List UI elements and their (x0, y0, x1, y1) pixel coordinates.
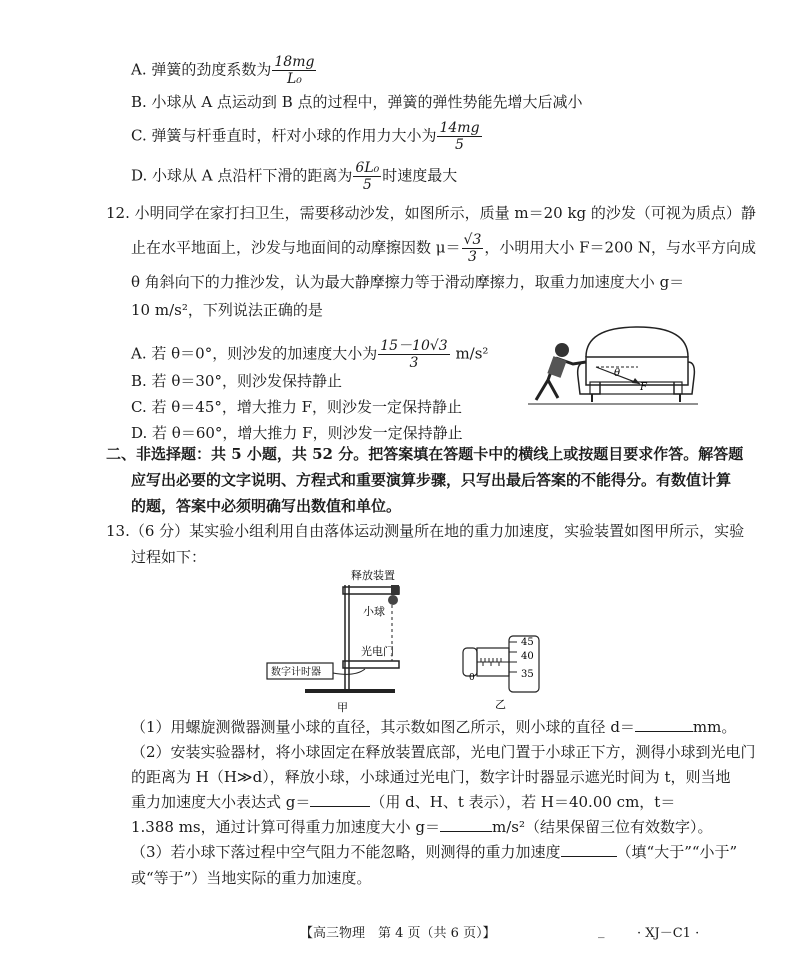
answer-blank-g-expression[interactable] (310, 792, 370, 807)
footer-code: · XJ－C1 · (637, 926, 700, 941)
section2-line1: 二、非选择题：共 5 小题，共 52 分。把答案填在答题卡中的横线上或按题目要求作答。解答题 (106, 445, 744, 463)
q13-part2-line2: 的距离为 H（H≫d），释放小球，小球通过光电门，数字计时器显示遮光时间为 t，则当地 (131, 768, 731, 786)
q13-part2-line1: （2）安装实验器材，将小球固定在释放装置底部，光电门置于小球正下方，测得小球到光电门 (131, 743, 756, 761)
q12-stem-line4: 10 m/s²，下列说法正确的是 (131, 301, 323, 319)
q12-stem-line3: θ 角斜向下的力推沙发，认为最大静摩擦力等于滑动摩擦力，取重力加速度大小 g＝ (131, 273, 685, 291)
q11-option-b: B. 小球从 A 点运动到 B 点的过程中，弹簧的弹性势能先增大后减小 (131, 93, 583, 111)
answer-blank-d[interactable] (635, 717, 693, 732)
footer-dash: _ (598, 924, 605, 939)
scale-0: 0 (469, 673, 475, 683)
q12-option-b: B. 若 θ＝30°，则沙发保持静止 (131, 372, 342, 390)
figure-jia-apparatus (265, 565, 425, 715)
timer-label: 数字计时器 (271, 667, 321, 678)
ball-label: 小球 (363, 605, 385, 618)
q13-part2-line4: 1.388 ms，通过计算可得重力加速度大小 g＝ m/s²（结果保留三位有效数字）。 (131, 818, 713, 836)
q13-stem-line2: 过程如下： (131, 548, 207, 566)
sofa-push-figure (528, 322, 698, 410)
release-device-label: 释放装置 (351, 569, 395, 582)
section2-line3: 的题，答案中必须明确写出数值和单位。 (131, 497, 402, 515)
answer-blank-g-value[interactable] (440, 817, 492, 832)
jia-caption: 甲 (337, 701, 348, 714)
q12-stem-line2: 止在水平地面上，沙发与地面间的动摩擦因数 μ＝ $\frac{√3}{3}$ ，小明用大小 F＝200 N，与水平方向成 (131, 232, 757, 265)
scale-35: 35 (521, 669, 534, 680)
q11-option-c: C. 弹簧与杆垂直时，杆对小球的作用力大小为 $\frac{14mg}{5}$ (131, 120, 480, 153)
q13-part2-line3: 重力加速度大小表达式 g＝ （用 d、H、t 表示），若 H＝40.00 cm，t＝ (131, 793, 676, 811)
q13-part1: （1）用螺旋测微器测量小球的直径，其示数如图乙所示，则小球的直径 d＝ mm。 (131, 718, 737, 736)
figure-yi-micrometer (455, 630, 555, 710)
q11-option-a: A. 弹簧的劲度系数为 $\frac{18mg}{\text{L₀}}$ (131, 54, 315, 87)
theta-label: θ (614, 368, 621, 379)
section2-line2: 应写出必要的文字说明、方程式和重要演算步骤，只写出最后答案的不能得分。有数值计算 (131, 471, 732, 489)
q13-part3-line2: 或“等于”）当地实际的重力加速度。 (131, 869, 372, 887)
scale-45: 45 (521, 637, 534, 648)
q12-option-c: C. 若 θ＝45°，增大推力 F，则沙发一定保持静止 (131, 398, 463, 416)
yi-caption: 乙 (495, 698, 506, 710)
q13-part3-line1: （3）若小球下落过程中空气阻力不能忽略，则测得的重力加速度 （填“大于”“小于” (131, 843, 738, 861)
q12-option-a: A. 若 θ＝0°，则沙发的加速度大小为 $\frac{15-10√3}{3}$ m/s² (131, 338, 489, 371)
footer-page-info: 【高三物理 第 4 页（共 6 页）】 (300, 926, 496, 941)
q13-stem-line1: 13.（6 分）某实验小组利用自由落体运动测量所在地的重力加速度，实验装置如图甲所示，实验 (106, 522, 745, 540)
scale-40: 40 (521, 651, 534, 662)
force-label: F (640, 382, 647, 393)
photogate-label: 光电门 (361, 645, 394, 658)
q11-option-d: D. 小球从 A 点沿杆下滑的距离为 $\frac{\text{6L₀}}{5}$ 时速度最大 (131, 160, 458, 193)
q12-option-d: D. 若 θ＝60°，增大推力 F，则沙发一定保持静止 (131, 424, 463, 442)
answer-blank-compare[interactable] (561, 842, 617, 857)
q12-stem-line1: 12. 小明同学在家打扫卫生，需要移动沙发，如图所示，质量 m＝20 kg 的沙发（可视为质点）静 (106, 204, 756, 222)
